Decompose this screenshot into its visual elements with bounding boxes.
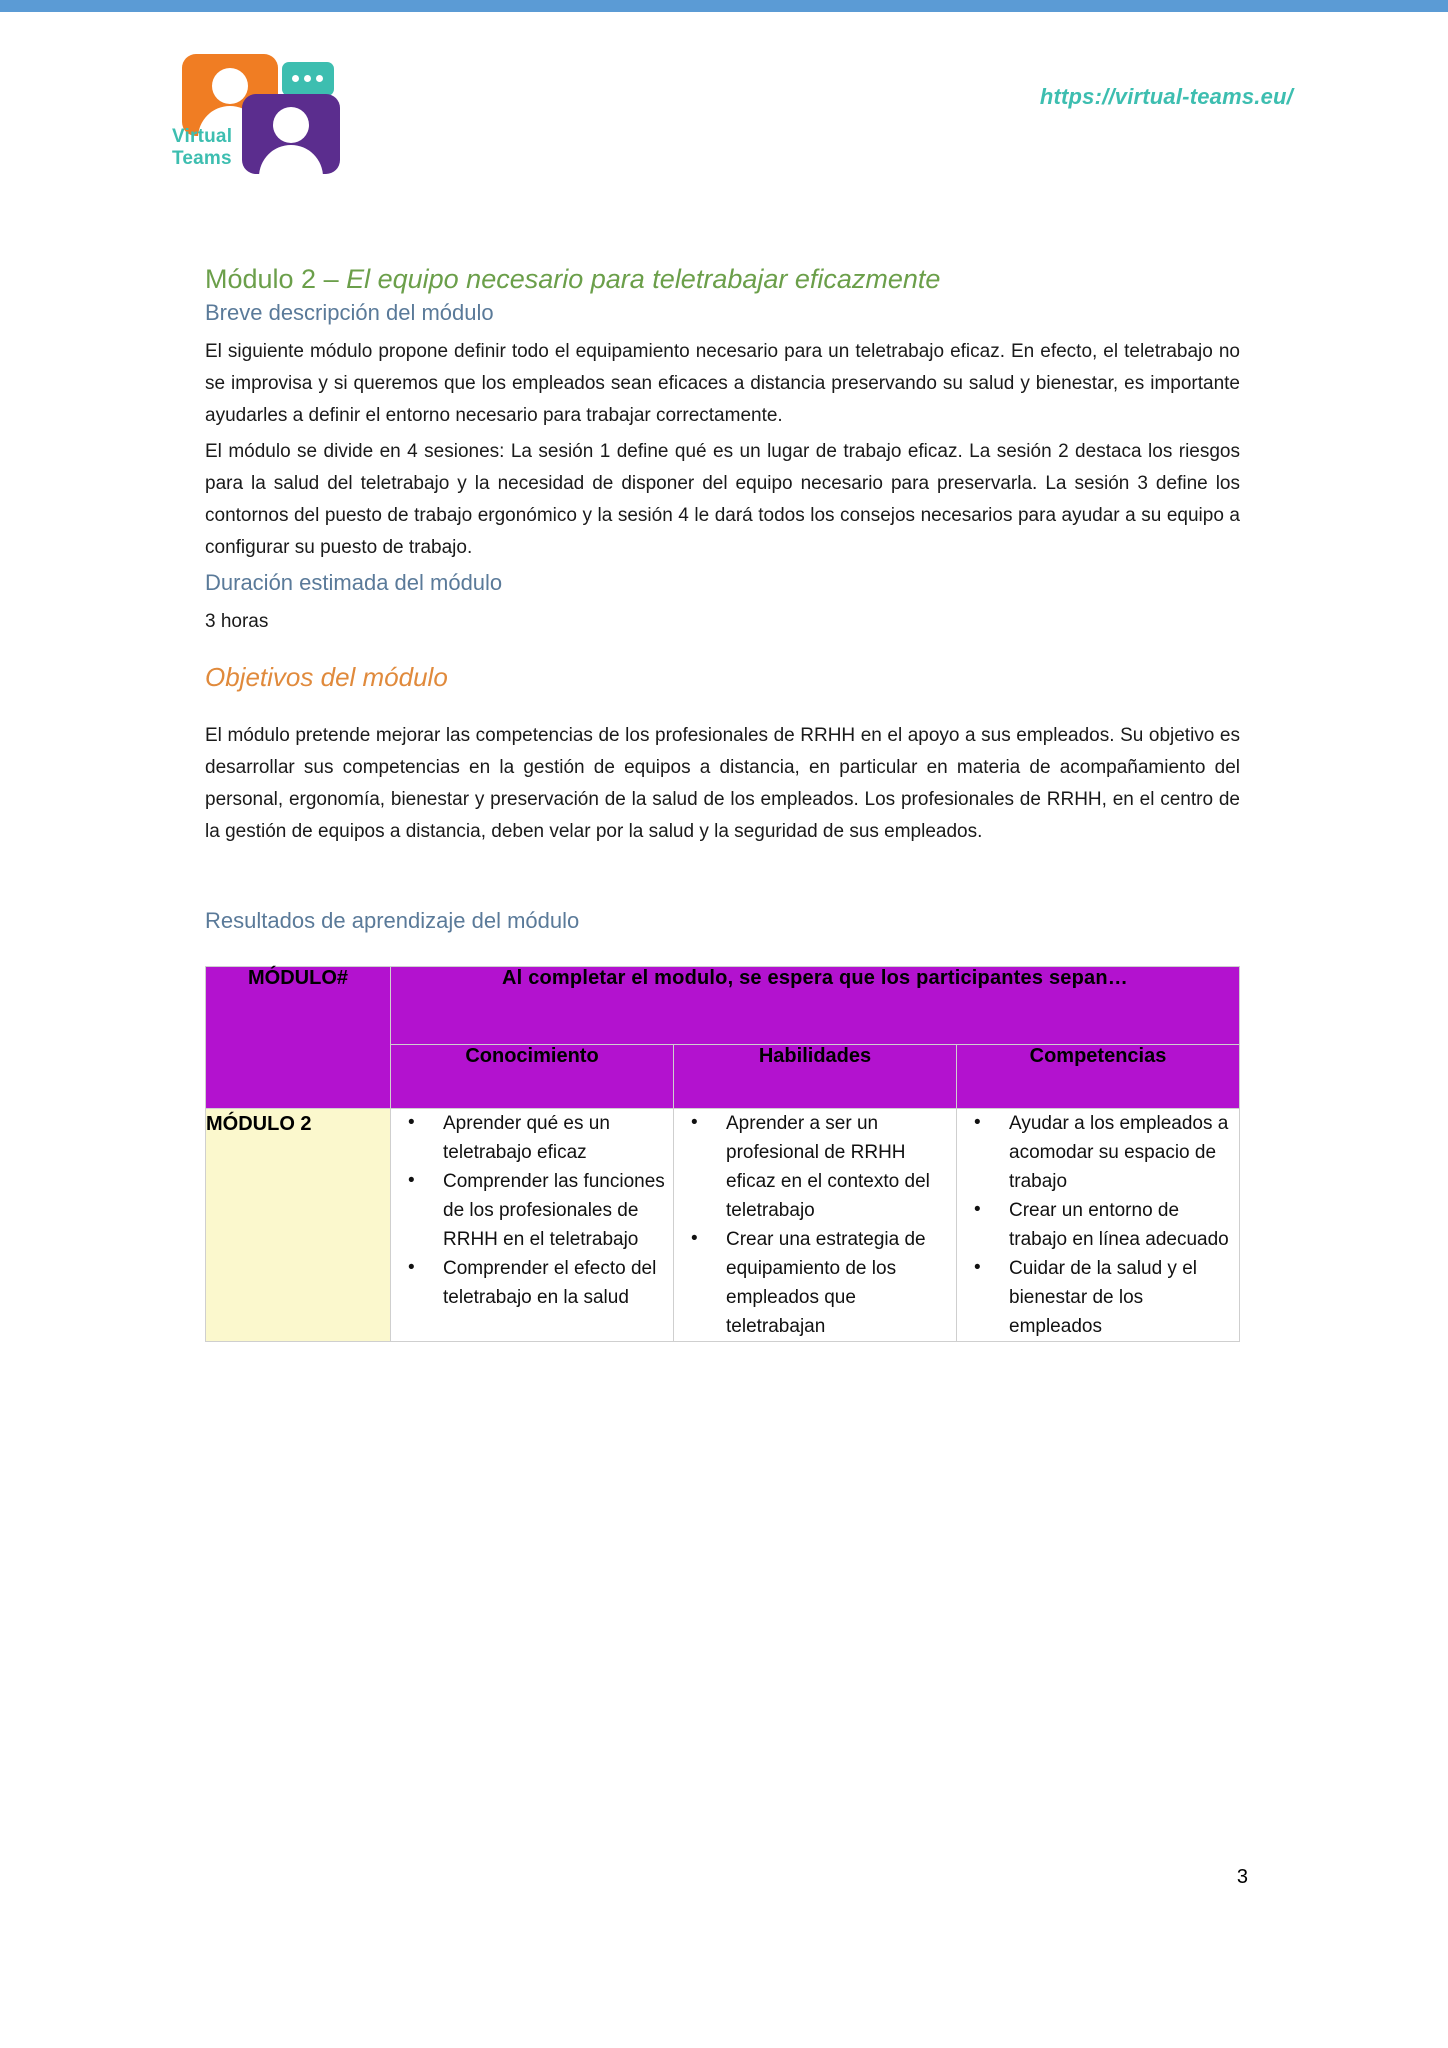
brief-paragraph-1: El siguiente módulo propone definir todo el equipamiento necesario para un teletrabajo eficaz. En efecto, el teletrabajo no se improvisa y si queremos que los empleados sean eficaces a distancia preservando su salud y bienestar, es importante ayudarles a definir el entorno necesario para trabajar correctamente. xyxy=(205,341,1240,426)
page-title xyxy=(205,262,1240,296)
list-item: • Cuidar de la salud y el bienestar de los empleados xyxy=(957,1254,1239,1341)
logo-chat-bubble-icon xyxy=(282,62,334,96)
top-accent-bar xyxy=(0,0,1448,12)
competencias-list xyxy=(957,1109,1239,1341)
list-item: • Comprender las funciones de los profesionales de RRHH en el teletrabajo xyxy=(391,1167,673,1254)
conocimiento-list xyxy=(391,1109,673,1312)
list-item: • Ayudar a los empleados a acomodar su espacio de trabajo xyxy=(957,1109,1239,1196)
module-title-subject: El equipo necesario para teletrabajar eficazmente xyxy=(346,264,941,294)
table-column-header-conocimiento: Conocimiento xyxy=(391,1045,674,1109)
list-item: • Aprender qué es un teletrabajo eficaz xyxy=(391,1109,673,1167)
logo-purple-person-icon xyxy=(242,94,340,174)
page-header xyxy=(0,34,1448,169)
learning-outcomes-table xyxy=(205,966,1240,1342)
table-header-row-banner xyxy=(206,967,1240,1045)
table-cell-module-label: MÓDULO 2 xyxy=(206,1109,391,1342)
duration-heading: Duración estimada del módulo xyxy=(205,570,503,595)
logo-word-line-1: Virtual xyxy=(172,126,233,147)
brief-description-heading: Breve descripción del módulo xyxy=(205,300,494,325)
objectives-heading: Objetivos del módulo xyxy=(205,662,448,692)
table-header-module: MÓDULO# xyxy=(206,967,391,1109)
page-number: 3 xyxy=(1236,1866,1248,1888)
objectives-paragraph: El módulo pretende mejorar las competencias de los profesionales de RRHH en el apoyo a sus empleados. Su objetivo es desarrollar sus competencias en la gestión de equipos a distancia, en particular en materia de acompañamiento del personal, ergonomía, bienestar y preservación de la salud de los empleados. Los profesionales de RRHH, en el centro de la gestión de equipos a distancia, deben velar por la salud y la seguridad de sus empleados. xyxy=(205,725,1240,842)
table-cell-habilidades xyxy=(674,1109,957,1342)
habilidades-list xyxy=(674,1109,956,1341)
learning-results-heading: Resultados de aprendizaje del módulo xyxy=(205,908,580,933)
table-banner-cell: Al completar el modulo, se espera que los participantes sepan… xyxy=(391,967,1240,1045)
table-column-header-habilidades: Habilidades xyxy=(674,1045,957,1109)
table-row xyxy=(206,1109,1240,1342)
list-item: • Aprender a ser un profesional de RRHH eficaz en el contexto del teletrabajo xyxy=(674,1109,956,1225)
document-content xyxy=(205,262,1240,1342)
logo-word-line-2: Teams xyxy=(172,148,232,169)
site-url-link[interactable]: https://virtual-teams.eu/ xyxy=(1039,84,1293,109)
table-cell-conocimiento xyxy=(391,1109,674,1342)
list-item: • Crear una estrategia de equipamiento de los empleados que teletrabajan xyxy=(674,1225,956,1341)
duration-value: 3 horas xyxy=(205,611,269,632)
module-title-prefix: Módulo 2 – xyxy=(205,264,347,294)
logo-wordmark xyxy=(172,126,232,170)
table-column-header-competencias: Competencias xyxy=(957,1045,1240,1109)
brief-paragraph-2: El módulo se divide en 4 sesiones: La sesión 1 define qué es un lugar de trabajo eficaz. La sesión 2 destaca los riesgos para la salud del teletrabajo y la necesidad de disponer del equipo necesario para preservarla. La sesión 3 define los contornos del puesto de trabajo ergonómico y la sesión 4 le dará todos los consejos necesarios para ayudar a su equipo a configurar su puesto de trabajo. xyxy=(205,441,1240,558)
table-cell-competencias xyxy=(957,1109,1240,1342)
list-item: • Comprender el efecto del teletrabajo en la salud xyxy=(391,1254,673,1312)
list-item: • Crear un entorno de trabajo en línea adecuado xyxy=(957,1196,1239,1254)
virtual-teams-logo xyxy=(172,38,352,168)
